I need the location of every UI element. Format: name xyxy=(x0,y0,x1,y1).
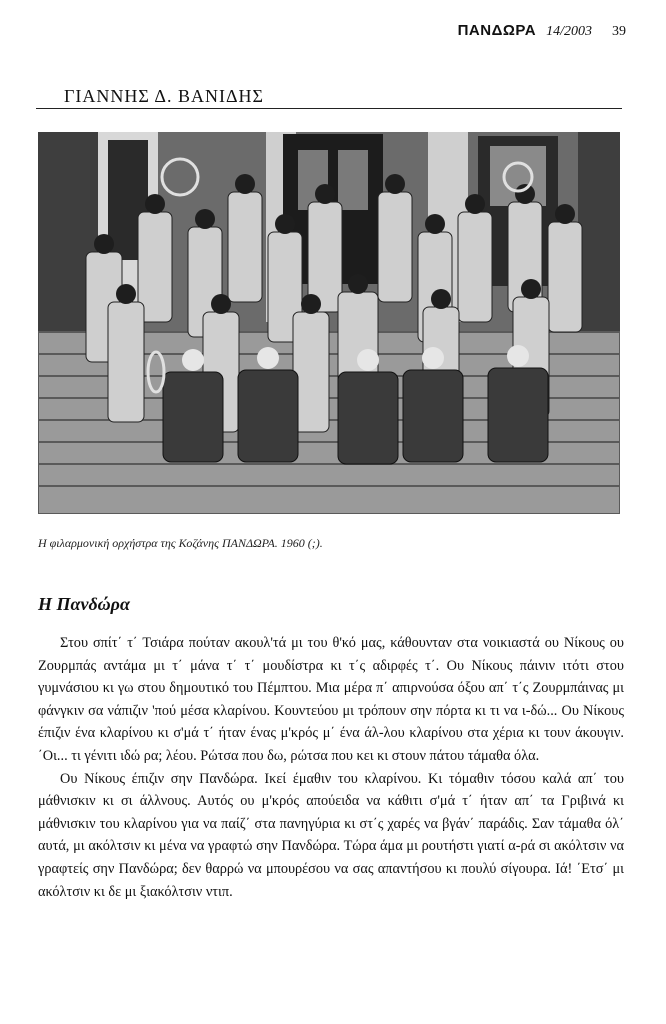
photo-illustration xyxy=(38,132,620,514)
issue-number: 14/2003 xyxy=(546,24,592,39)
header-divider xyxy=(36,108,622,109)
page-number: 39 xyxy=(612,24,626,39)
journal-masthead: ΠΑΝΔΩΡΑ xyxy=(457,22,537,39)
paragraph: Ου Νίκους έπιζιν σην Πανδώρα. Ικεί έμαθιν του κλαρίνου. Κι τόμαθιν τόσου καλά απ΄ του μάθνισκιν κι σι άλλνους. Αυτός ου μ'κρός απούειδα να κάθιτι σ'μά τ΄ ήταν απ΄ τα Γριβινά κι μάθνισκιν του κλαρίνου για να παίζ΄ στα πανηγύρια κι στ΄ς χαρές να βγάν΄ παράδις. Σαν τάμαθα όλ΄ αυτά, μι ακόλτσιν κι μένα να γραφτώ σην Πανδώρα. Τώρα άμα μι ρουτήστι γιατί α-ρά σι ακόλτσιν να γραφτείς σην Πανδώρα; δεν θαρρώ να μπουρέσου να σας απαντήσου κι πουλύ σίγουρα. Ιά! ΄Ετσ΄ μι ακόλτσιν κι δε μι ξιακόλτσιν ντιπ. xyxy=(38,770,624,900)
photo-caption: Η φιλαρμονική ορχήστρα της Κοζάνης ΠΑΝΔΩΡΑ. 1960 (;). xyxy=(38,536,323,550)
section-title: Η Πανδώρα xyxy=(38,594,130,614)
orchestra-photo xyxy=(38,132,620,514)
page-header xyxy=(458,22,626,40)
author-name: ΓΙΑΝΝΗΣ Δ. ΒΑΝΙΔΗΣ xyxy=(64,86,265,106)
article-body xyxy=(38,632,624,903)
paragraph: Στου σπίτ΄ τ΄ Τσιάρα πούταν ακουλ'τά μι του θ'κό μας, κάθουνταν στα νοικιαστά ου Νίκους ου Ζουρμπάς αντάμα μι τ΄ μάνα τ΄ τ΄ μουδίστρα κι τ΄ς αδιρφές τ΄. Ου Νίκους πάινιν ιτότι στου γυμνάσιου κι γω στου δημουτικό του Πέμπτου. Μια μέρα π΄ απιρνούσα όξου απ΄ τ΄ς Ζουρμπάινας μι φάνγκιν σα νάπιζιν 'πού μέσα κλαρίνου. Κουντεύου μι τρόπουν σην πόρτα κι τι να ι-δώ... Ου Νίκους έπιζιν ένα κλαρίνου κι σ'μά τ΄ ήταν ένας μ'κρός μ΄ ένα άλ-λου κλαρίνου στα χέρια κι τουν άκουγιν. ΄Οι... τι γένιτι ιδώ ρα; λέου. Ρώτσα που δω, ρώτσα που κει κι στουν πάτου τάμαθα όλα. xyxy=(38,635,624,764)
